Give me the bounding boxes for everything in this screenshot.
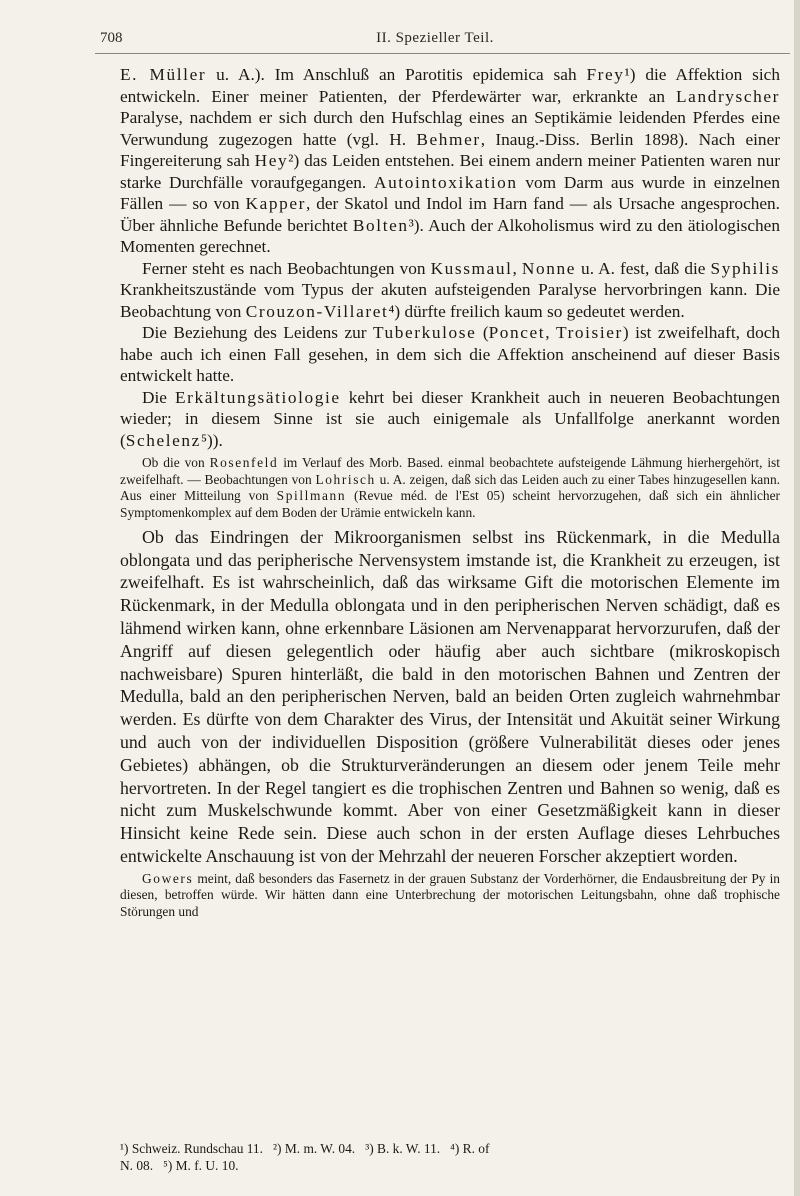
text-run: Paralyse, nachdem er sich durch den Hufschlag eines an Septikämie leidenden Pferdes eine Verwundung zugezogen hatte (vgl. H. — [120, 108, 780, 149]
text-run: u. A.). Im Anschluß an Parotitis epidemica sah — [206, 65, 587, 84]
text-run: ²) das Leiden entstehen. Bei einem andern meiner Patienten waren nur starke Durchfälle voraufgegangen. — [120, 151, 781, 192]
spaced-name: Hey — [254, 151, 289, 170]
text-run: Die — [142, 387, 175, 407]
spaced-name: Erkältungsätiologie — [174, 387, 341, 407]
spaced-name: Rosenfeld — [209, 455, 279, 470]
text-run: ⁴) dürfte freilich kaum so gedeutet werden. — [388, 301, 685, 321]
spaced-name: Troisier — [556, 323, 623, 342]
text-run: ¹) die Affektion sich entwickeln. Einer meiner Patienten, der Pferdewärter war, erkrankte an — [120, 65, 780, 106]
spaced-name: Landryscher — [676, 86, 780, 106]
paragraph-p6 — [120, 526, 780, 868]
text-run: Krankheitszustände vom Typus der akuten aufsteigenden Paralyse hervorbringen kann. Die Beobachtung von — [120, 280, 780, 321]
spaced-name: Syphilis — [710, 258, 780, 278]
footnote-line-1: ¹) Schweiz. Rundschau 11. ²) M. m. W. 04. ³) B. k. W. 11. ⁴) R. of — [120, 1141, 490, 1156]
running-header — [100, 28, 770, 54]
paragraph-p2 — [120, 258, 780, 323]
paragraph-p3 — [120, 322, 780, 387]
footnotes — [120, 1140, 780, 1174]
spaced-name: Bolten — [352, 215, 409, 235]
text-run: kehrt bei dieser Krankheit auch in neueren Beobachtungen wieder; in diesem Sinne ist sie auch einigemale als Unfallfolge anerkannt worden ( — [120, 387, 780, 450]
text-run: meint, daß besonders das Fasernetz in der grauen Substanz der Vorderhörner, die Endausbreitung der Py in diesen, betroffen würde. Wir hätten dann eine Unterbrechung der motorischen Leitungsbahn, ohne daß trophische Störungen und — [120, 870, 780, 920]
spaced-name: Behmer — [416, 129, 481, 149]
spaced-name: Lohrisch — [315, 471, 376, 487]
paragraph-p1 — [120, 64, 780, 258]
text-run: ( — [476, 323, 489, 342]
spaced-name: Frey — [586, 65, 625, 84]
text-run: ³). Auch der Alkoholismus wird zu den ätiologischen Momenten gerechnet. — [120, 215, 780, 256]
text-run: , der Skatol und Indol im Harn fand — als Ursache angesprochen. Über ähnliche Befunde berichtet — [120, 194, 781, 235]
footnote-line-2: N. 08. ⁵) M. f. U. 10. — [120, 1158, 239, 1173]
spaced-name: Kapper — [245, 194, 306, 213]
body-text — [120, 64, 780, 921]
spaced-name: Schelenz — [125, 430, 201, 450]
page-edge — [794, 0, 800, 1196]
paragraph-p4 — [120, 387, 780, 452]
spaced-name: Nonne — [521, 258, 576, 278]
section-title: II. Spezieller Teil. — [376, 30, 494, 46]
text-run: ⁵)). — [200, 430, 223, 450]
text-run: u. A. fest, daß die — [575, 258, 711, 278]
text-run: , — [512, 258, 522, 278]
spaced-name: Kussmaul — [430, 258, 513, 278]
text-run: Ob das Eindringen der Mikroorganismen selbst ins Rückenmark, in die Medulla oblongata und das peripherische Nervensystem imstande ist, die Krankheit zu erzeugen, ist zweifelhaft. Es ist wahrscheinlich, daß das wirksame Gift die motorischen Elemente im Rückenmark, in der Medulla oblongata und in den peripherischen Nerven schädigt, daß es lähmend wirken kann, ohne erkennbare Läsionen am Nervenapparat hervorzurufen, daß der Angriff auf diesen gelegentlich oder häufig aber auch sichtbare (mikroskopisch nachweisbare) Spuren hinterläßt, die bald in den motorischen Bahnen und Zentren der Medulla, bald an den peripherischen Nerven, bald an beiden Orten zugleich wahrnehmbar werden. Es dürfte von dem Charakter des Virus, der Intensität und Akuität seiner Wirkung und auch von der individuellen Disposition (größere Vulnerabilität dieses oder jenes Gebietes) abhängen, ob die Strukturveränderungen an diesem oder jenem Teile mehr hervortreten. In der Regel tangiert es die trophischen Zentren und Bahnen so wenig, daß es nicht zum Muskelschwunde kommt. Aber von einer Gesetzmäßigkeit kann in dieser Hinsicht keine Rede sein. Diese auch schon in der ersten Auflage dieses Lehrbuches entwickelte Anschauung ist von der Mehrzahl der neueren Forscher akzeptiert worden. — [120, 526, 780, 866]
paragraph-p7 — [120, 871, 780, 921]
spaced-name: Poncet — [488, 323, 546, 342]
spaced-name: E. Müller — [120, 65, 207, 84]
text-run: im Verlauf des Morb. Based. einmal beobachtete aufsteigende Lähmung hierhergehört, ist zweifelhaft. — Beobachtungen von — [120, 455, 780, 487]
text-run: ) ist zweifelhaft, doch habe auch ich einen Fall gesehen, in dem sich die Affektion anscheinend auf dieser Basis entwickelt hatte. — [120, 323, 781, 385]
text-run: u. A. zeigen, daß sich das Leiden auch zu einer Tabes hinzugesellen kann. Aus einer Mitteilung von — [120, 471, 780, 504]
page-number: 708 — [100, 30, 123, 46]
spaced-name: Spillmann — [276, 488, 347, 504]
spaced-name: Autointoxikation — [373, 172, 518, 192]
spaced-name: Gowers — [142, 870, 194, 886]
text-run: (Revue méd. de l'Est 05) scheint hervorzugehen, daß sich ein ähnlicher Symptomenkomplex auf dem Boden der Urämie entwickeln kann. — [120, 488, 780, 521]
text-run: , Inaug.-Diss. Berlin 1898). Nach einer Fingereiterung sah — [120, 129, 780, 170]
text-run: vom Darm aus wurde in einzelnen Fällen — so von — [120, 172, 780, 213]
spaced-name: Tuberkulose — [372, 323, 477, 342]
spaced-name: Crouzon-Villaret — [245, 301, 389, 321]
header-rule — [95, 53, 790, 54]
paragraph-p5 — [120, 455, 780, 522]
text-run: Ob die von — [142, 455, 210, 470]
text-run: Die Beziehung des Leidens zur — [142, 323, 373, 342]
text-run: Ferner steht es nach Beobachtungen von — [142, 258, 431, 278]
text-run: , — [545, 323, 557, 342]
